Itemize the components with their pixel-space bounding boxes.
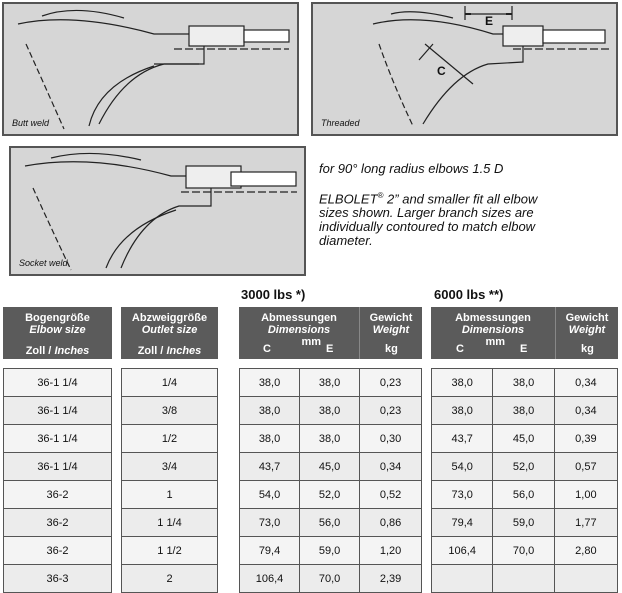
cell-elbow: 36-1 1/4 bbox=[4, 425, 112, 453]
cell-c3000: 38,0 bbox=[240, 425, 300, 453]
header-3000-dim-en: Dimensions bbox=[267, 324, 331, 336]
cell-e3000: 56,0 bbox=[300, 509, 360, 537]
socket-weld-panel bbox=[9, 146, 306, 276]
cell-e6000: 70,0 bbox=[493, 537, 554, 565]
header-3000-dim-unit: mm bbox=[301, 336, 321, 348]
butt-weld-label: Butt weld bbox=[12, 118, 50, 128]
note-line2: 2” and smaller fit all elbow bbox=[383, 191, 538, 207]
cell-elbow: 36-2 bbox=[4, 481, 112, 509]
table-row bbox=[432, 453, 618, 481]
cell-w3000: 0,86 bbox=[360, 509, 422, 537]
cell-e6000: 45,0 bbox=[493, 425, 554, 453]
table-row bbox=[4, 509, 112, 537]
table-row bbox=[432, 565, 618, 593]
cell-w3000: 0,30 bbox=[360, 425, 422, 453]
cell-w3000: 0,23 bbox=[360, 369, 422, 397]
table-row bbox=[4, 565, 112, 593]
table-row bbox=[4, 397, 112, 425]
cell-c6000: 106,4 bbox=[432, 537, 493, 565]
cell-w6000 bbox=[554, 565, 617, 593]
cell-w6000: 0,34 bbox=[554, 369, 617, 397]
header-3000-weight-unit: kg bbox=[385, 343, 398, 355]
cell-outlet: 3/4 bbox=[122, 453, 218, 481]
cell-w6000: 2,80 bbox=[554, 537, 617, 565]
table-row bbox=[240, 425, 422, 453]
butt-weld-panel bbox=[2, 2, 299, 136]
header-6000-weight-unit: kg bbox=[581, 343, 594, 355]
table-row bbox=[432, 425, 618, 453]
cell-outlet: 1 bbox=[122, 481, 218, 509]
table-row bbox=[432, 481, 618, 509]
cell-w6000: 0,57 bbox=[554, 453, 617, 481]
cell-c3000: 54,0 bbox=[240, 481, 300, 509]
table-row bbox=[240, 481, 422, 509]
cell-c3000: 38,0 bbox=[240, 397, 300, 425]
outlet-size-table bbox=[121, 368, 218, 593]
cell-w3000: 0,52 bbox=[360, 481, 422, 509]
table-row bbox=[432, 369, 618, 397]
cell-c6000 bbox=[432, 565, 493, 593]
table-row bbox=[122, 509, 218, 537]
header-6000-dim-unit: mm bbox=[485, 336, 505, 348]
table-row bbox=[122, 453, 218, 481]
table-row bbox=[122, 369, 218, 397]
cell-e3000: 52,0 bbox=[300, 481, 360, 509]
table-row bbox=[432, 537, 618, 565]
header-6000-col-c: C bbox=[456, 343, 464, 355]
threaded-panel bbox=[311, 2, 618, 136]
table-row bbox=[122, 537, 218, 565]
cell-w6000: 0,39 bbox=[554, 425, 617, 453]
cell-e6000: 38,0 bbox=[493, 397, 554, 425]
note-line3: sizes shown. Larger branch sizes are bbox=[319, 205, 534, 221]
cell-elbow: 36-1 1/4 bbox=[4, 369, 112, 397]
header-6000-dim-de: Abmessungen bbox=[455, 312, 531, 324]
cell-outlet: 1/2 bbox=[122, 425, 218, 453]
cell-w3000: 2,39 bbox=[360, 565, 422, 593]
cell-e3000: 38,0 bbox=[300, 425, 360, 453]
socket-weld-label: Socket weld bbox=[19, 258, 68, 268]
note-long-radius: for 90° long radius elbows 1.5 D bbox=[319, 161, 504, 176]
table-row bbox=[4, 369, 112, 397]
header-outlet-unit-de: Zoll / bbox=[137, 345, 167, 357]
table-row bbox=[432, 397, 618, 425]
cell-e3000: 70,0 bbox=[300, 565, 360, 593]
pressure-6000: 6000 lbs **) bbox=[434, 287, 504, 302]
note-line4: individually contoured to match elbow bbox=[319, 219, 536, 235]
header-3000-dim-de: Abmessungen bbox=[261, 312, 337, 324]
header-outlet-size bbox=[121, 307, 218, 359]
table-row bbox=[122, 397, 218, 425]
header-6000-col-e: E bbox=[520, 343, 528, 355]
butt-weld-drawing bbox=[4, 4, 297, 134]
header-3000-col-e: E bbox=[326, 343, 334, 355]
cell-outlet: 3/8 bbox=[122, 397, 218, 425]
table-row bbox=[240, 453, 422, 481]
cell-elbow: 36-3 bbox=[4, 565, 112, 593]
table-row bbox=[122, 425, 218, 453]
table-row bbox=[4, 481, 112, 509]
table-row bbox=[432, 509, 618, 537]
cell-w3000: 0,34 bbox=[360, 453, 422, 481]
note-elbolet bbox=[319, 189, 619, 248]
pressure-3000: 3000 lbs *) bbox=[241, 287, 306, 302]
cell-c3000: 38,0 bbox=[240, 369, 300, 397]
header-elbow-unit-de: Zoll / bbox=[25, 345, 55, 357]
cell-e6000 bbox=[493, 565, 554, 593]
header-outlet-unit-en: Inches bbox=[166, 345, 202, 357]
cell-c6000: 73,0 bbox=[432, 481, 493, 509]
cell-e6000: 52,0 bbox=[493, 453, 554, 481]
table-row bbox=[4, 453, 112, 481]
cell-elbow: 36-2 bbox=[4, 509, 112, 537]
header-outlet-de: Abzweiggröße bbox=[131, 312, 208, 324]
cell-w6000: 1,77 bbox=[554, 509, 617, 537]
table-row bbox=[240, 565, 422, 593]
cell-c6000: 38,0 bbox=[432, 397, 493, 425]
cell-c6000: 38,0 bbox=[432, 369, 493, 397]
cell-w6000: 1,00 bbox=[554, 481, 617, 509]
threaded-label: Threaded bbox=[321, 118, 360, 128]
elbow-size-table bbox=[3, 368, 112, 593]
cell-e6000: 56,0 bbox=[493, 481, 554, 509]
header-3000-col-c: C bbox=[263, 343, 271, 355]
cell-c6000: 43,7 bbox=[432, 425, 493, 453]
cell-e3000: 38,0 bbox=[300, 369, 360, 397]
cell-outlet: 1 1/4 bbox=[122, 509, 218, 537]
cell-elbow: 36-1 1/4 bbox=[4, 397, 112, 425]
cell-elbow: 36-1 1/4 bbox=[4, 453, 112, 481]
cell-c6000: 79,4 bbox=[432, 509, 493, 537]
cell-e3000: 38,0 bbox=[300, 397, 360, 425]
cell-c3000: 43,7 bbox=[240, 453, 300, 481]
cell-outlet: 1/4 bbox=[122, 369, 218, 397]
cell-c3000: 79,4 bbox=[240, 537, 300, 565]
note-line5: diameter. bbox=[319, 233, 373, 249]
dimension-c-label: C bbox=[437, 64, 446, 78]
table-row bbox=[240, 369, 422, 397]
cell-c3000: 106,4 bbox=[240, 565, 300, 593]
header-6000-dimensions bbox=[431, 307, 555, 359]
table-6000 bbox=[431, 368, 618, 593]
cell-w3000: 1,20 bbox=[360, 537, 422, 565]
header-3000-weight-en: Weight bbox=[372, 324, 410, 336]
header-3000-weight-de: Gewicht bbox=[369, 312, 413, 324]
header-3000-dimensions bbox=[239, 307, 359, 359]
header-6000-weight-en: Weight bbox=[568, 324, 606, 336]
cell-c6000: 54,0 bbox=[432, 453, 493, 481]
table-row bbox=[4, 425, 112, 453]
threaded-drawing bbox=[313, 4, 616, 134]
dimension-e-label: E bbox=[485, 14, 494, 28]
header-6000-weight-de: Gewicht bbox=[565, 312, 609, 324]
cell-e6000: 59,0 bbox=[493, 509, 554, 537]
table-row bbox=[240, 397, 422, 425]
table-row bbox=[240, 509, 422, 537]
table-row bbox=[122, 565, 218, 593]
table-row bbox=[122, 481, 218, 509]
registered-mark: ® bbox=[377, 191, 384, 200]
header-3000-weight bbox=[359, 307, 422, 359]
cell-e3000: 45,0 bbox=[300, 453, 360, 481]
header-elbow-unit-en: Inches bbox=[54, 345, 90, 357]
cell-elbow: 36-2 bbox=[4, 537, 112, 565]
header-outlet-en: Outlet size bbox=[141, 324, 198, 336]
header-elbow-en: Elbow size bbox=[29, 324, 86, 336]
header-6000-dim-en: Dimensions bbox=[461, 324, 525, 336]
cell-e6000: 38,0 bbox=[493, 369, 554, 397]
table-row bbox=[4, 537, 112, 565]
socket-weld-drawing bbox=[11, 148, 304, 274]
table-row bbox=[240, 537, 422, 565]
table-3000 bbox=[239, 368, 422, 593]
elbolet-word: ELBOLET bbox=[319, 191, 378, 207]
cell-outlet: 1 1/2 bbox=[122, 537, 218, 565]
header-6000-weight bbox=[555, 307, 618, 359]
header-elbow-size bbox=[3, 307, 112, 359]
cell-e3000: 59,0 bbox=[300, 537, 360, 565]
cell-w6000: 0,34 bbox=[554, 397, 617, 425]
cell-outlet: 2 bbox=[122, 565, 218, 593]
cell-w3000: 0,23 bbox=[360, 397, 422, 425]
cell-c3000: 73,0 bbox=[240, 509, 300, 537]
header-elbow-de: Bogengröße bbox=[25, 312, 90, 324]
